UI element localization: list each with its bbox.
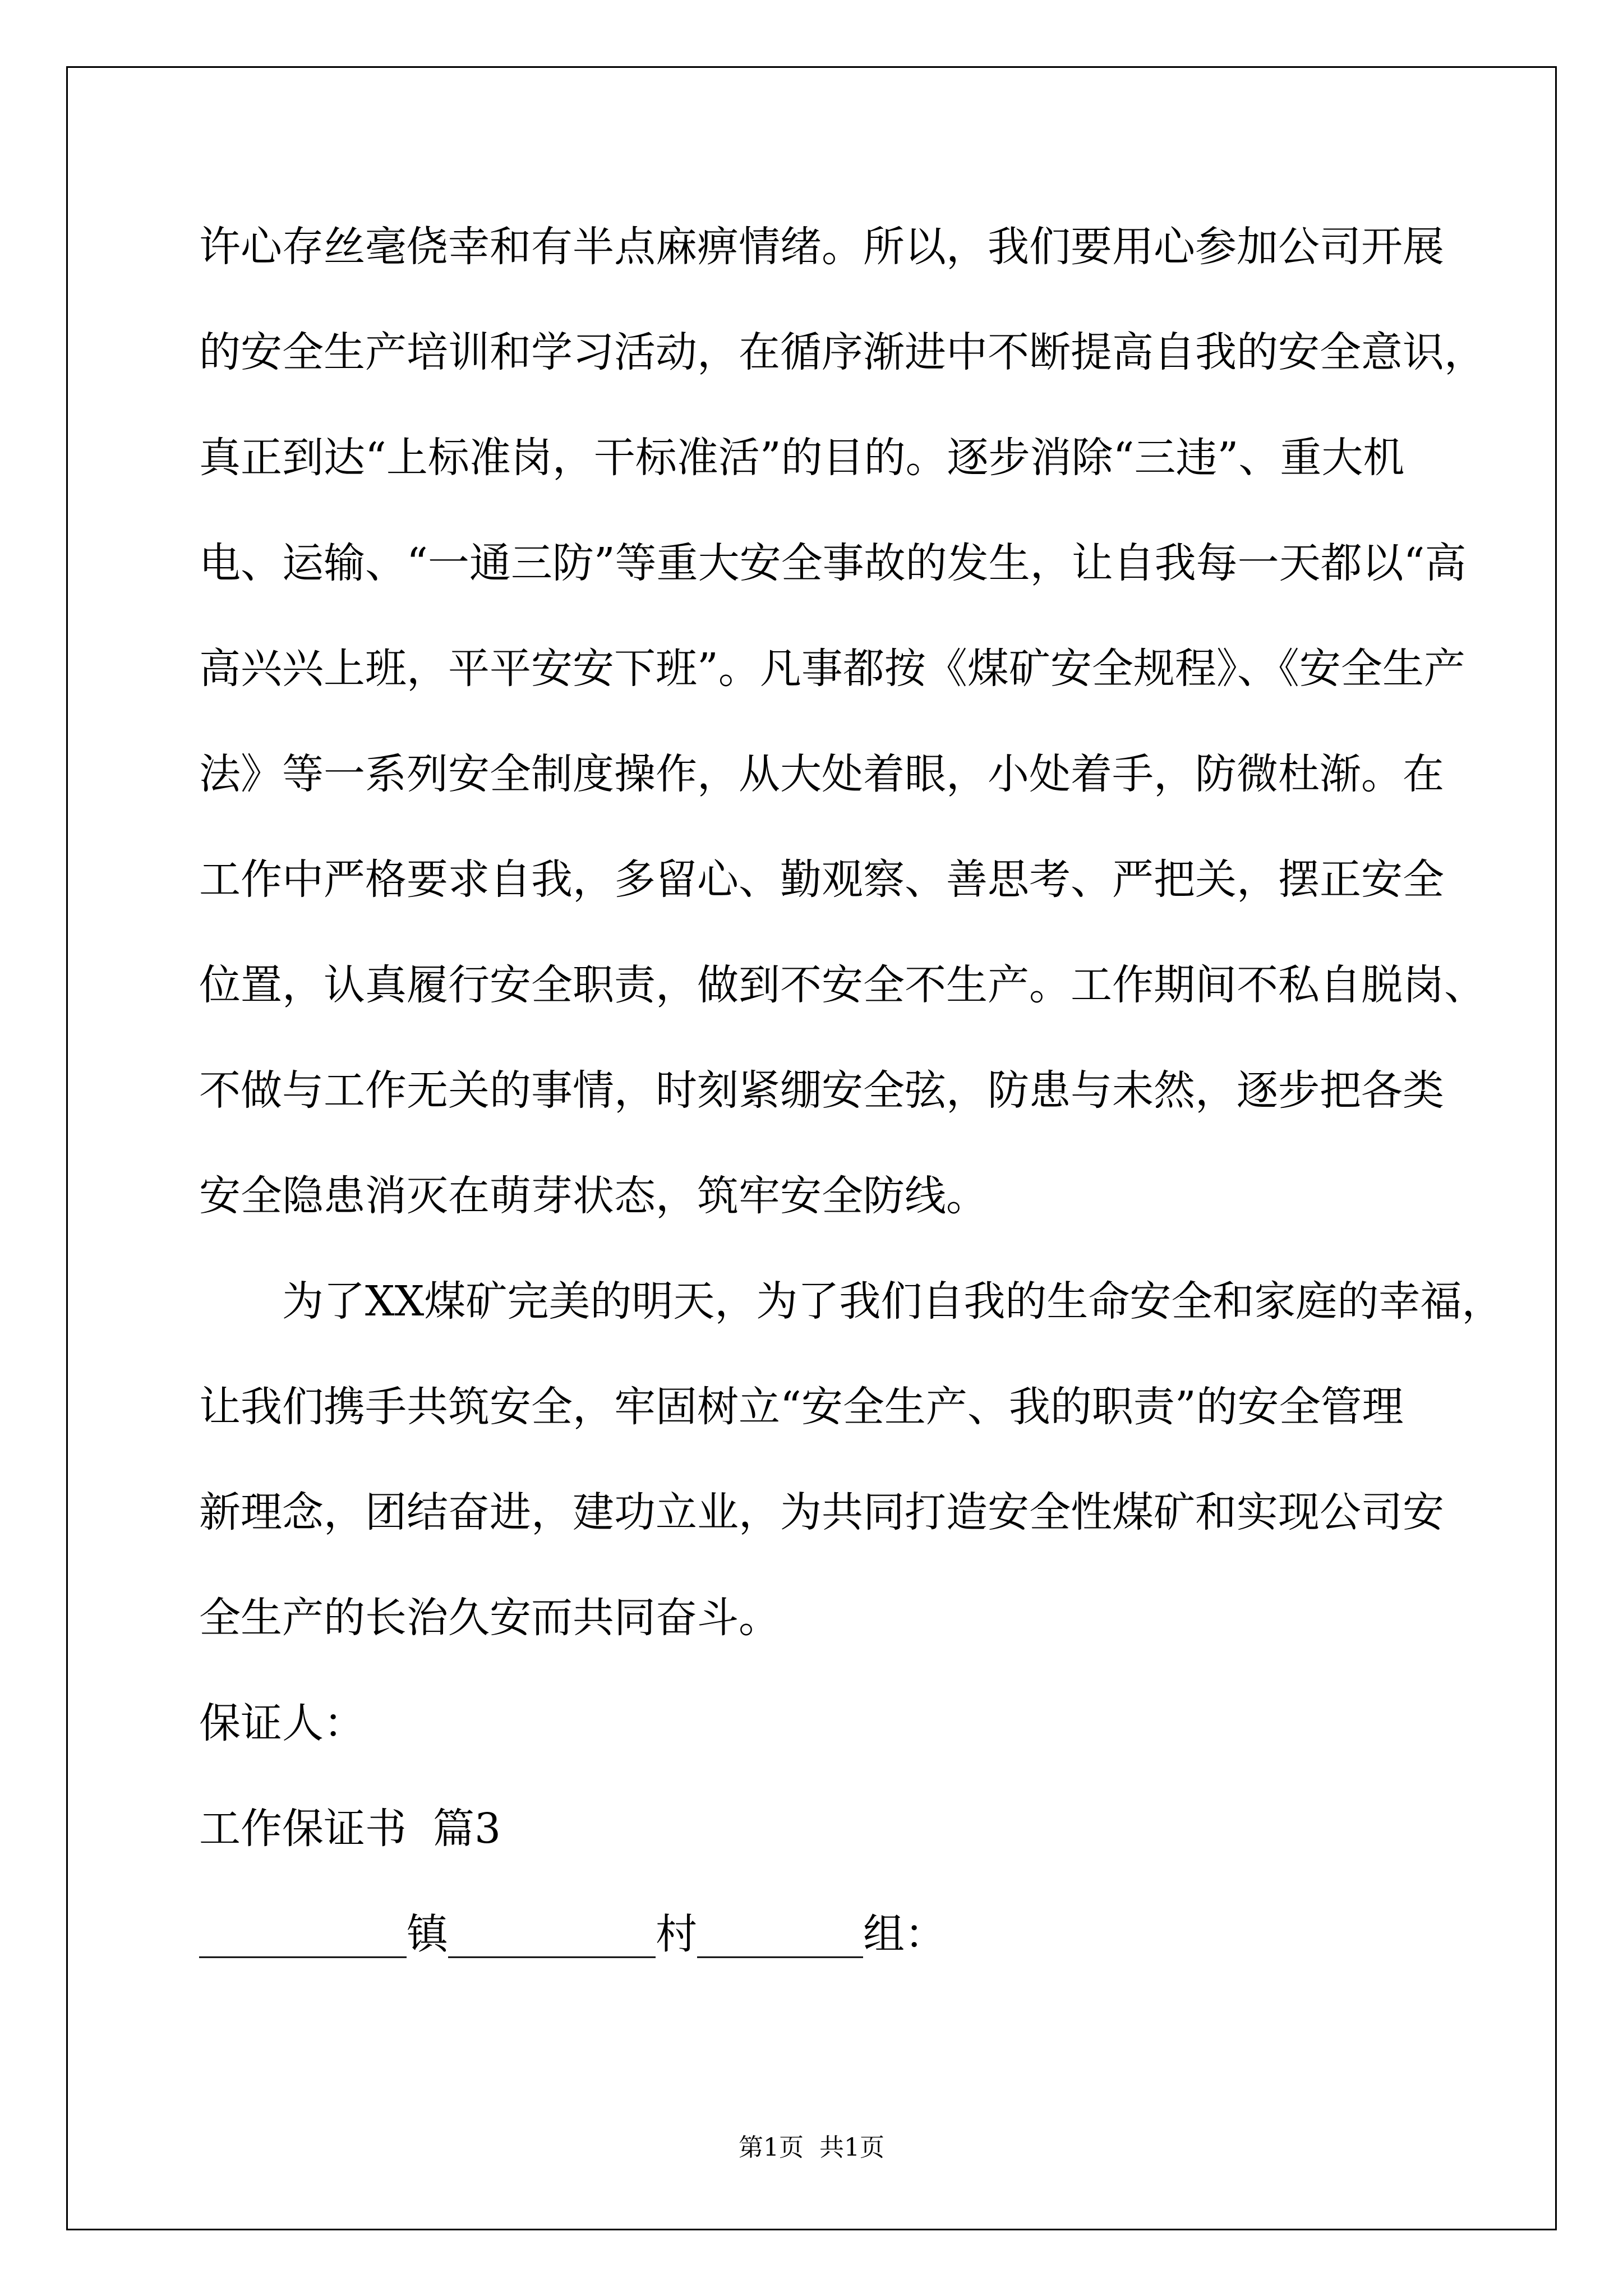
paragraph-line: 法》等一系列安全制度操作，从大处着眼，小处着手，防微杜渐。在 bbox=[199, 750, 1444, 798]
document-body bbox=[199, 213, 1504, 2006]
guarantor-label: 保证人： bbox=[199, 1699, 365, 1747]
paragraph-line: 位置，认真履行安全职责，做到不安全不生产。工作期间不私自脱岗、 bbox=[199, 961, 1486, 1009]
paragraph-line: 为了XX煤矿完美的明天，为了我们自我的生命安全和家庭的幸福， bbox=[282, 1277, 1504, 1326]
paragraph-line: 不做与工作无关的事情，时刻紧绷安全弦，防患与未然，逐步把各类 bbox=[199, 1066, 1444, 1115]
paragraph-line: 真正到达“上标准岗，干标准活”的目的。逐步消除“三违”、重大机 bbox=[199, 434, 1405, 482]
page-number: 第1页 共1页 bbox=[739, 2133, 884, 2162]
paragraph-line: 让我们携手共筑安全，牢固树立“安全生产、我的职责”的安全管理 bbox=[199, 1383, 1404, 1431]
paragraph-line: 工作中严格要求自我，多留心、勤观察、善思考、严把关，摆正安全 bbox=[199, 855, 1444, 904]
paragraph-line: 全生产的长治久安而共同奋斗。 bbox=[199, 1594, 780, 1642]
paragraph-line: 安全隐患消灭在萌芽状态，筑牢安全防线。 bbox=[199, 1172, 988, 1220]
paragraph-line: 新理念，团结奋进，建功立业，为共同打造安全性煤矿和实现公司安 bbox=[199, 1488, 1444, 1536]
address-line: __________镇__________村________组： bbox=[199, 1910, 946, 1958]
paragraph-line: 许心存丝毫侥幸和有半点麻痹情绪。所以，我们要用心参加公司开展 bbox=[199, 223, 1444, 271]
paragraph-line: 高兴兴上班，平平安安下班”。凡事都按《煤矿安全规程》、《安全生产 bbox=[199, 645, 1465, 693]
paragraph-line: 电、运输、“一通三防”等重大安全事故的发生，让自我每一天都以“高 bbox=[199, 539, 1467, 587]
paragraph-line: 的安全生产培训和学习活动，在循序渐进中不断提高自我的安全意识， bbox=[199, 328, 1486, 376]
section-heading: 工作保证书 篇3 bbox=[199, 1805, 501, 1853]
